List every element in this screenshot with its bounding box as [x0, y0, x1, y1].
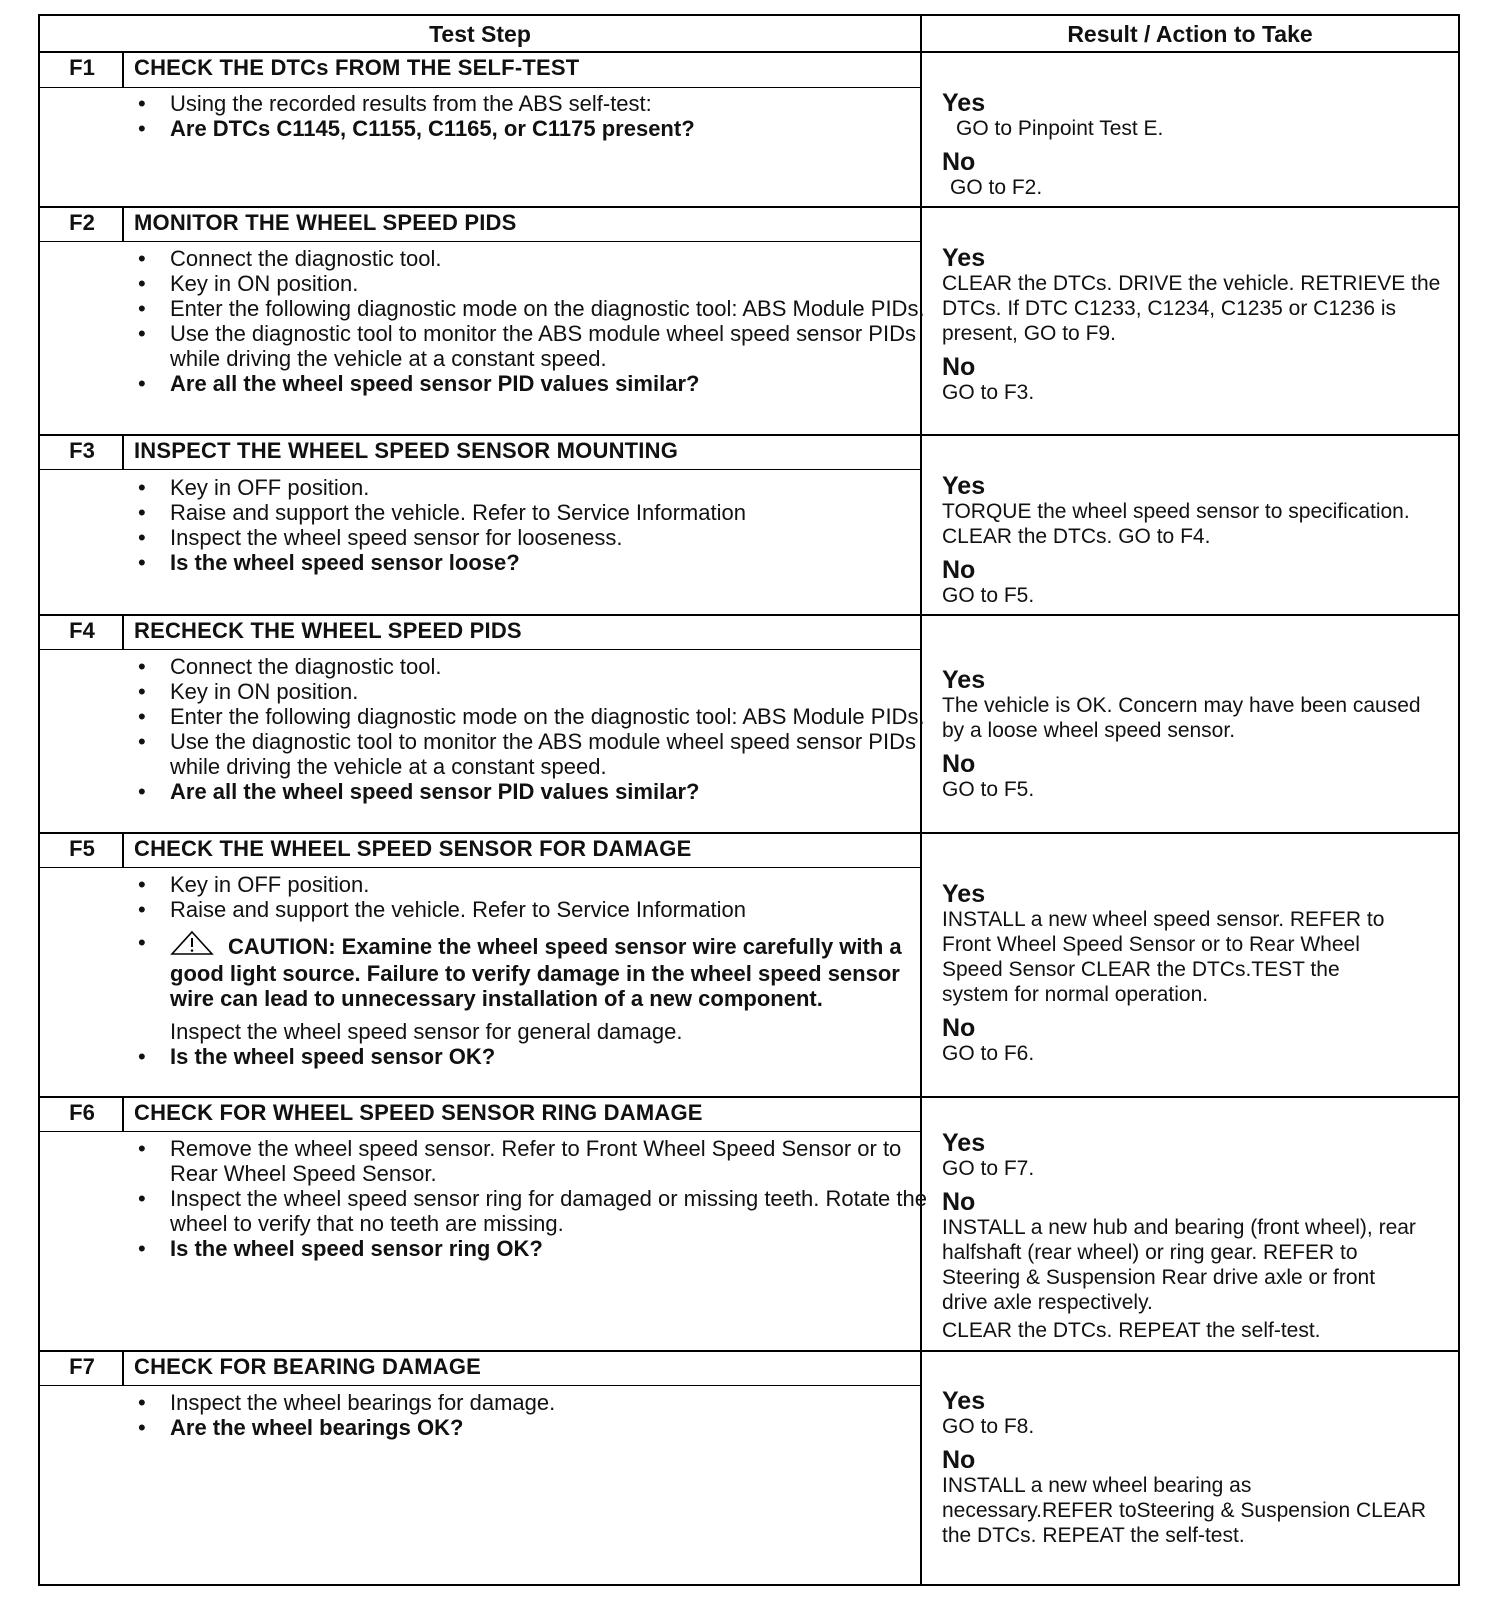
- instruction-question: • Is the wheel speed sensor OK?: [132, 1044, 932, 1069]
- title-divider: [40, 649, 920, 650]
- step-title: CHECK THE DTCs FROM THE SELF-TEST: [134, 55, 580, 80]
- instruction: • Use the diagnostic tool to monitor the ABS module wheel speed sensor PIDs while driving the vehicle at a constant speed.: [132, 321, 932, 371]
- no-label: No: [942, 1014, 976, 1042]
- caution-text: CAUTION: Examine the wheel speed sensor wire carefully with a good light source. Failure to verify damage in the wheel speed sensor wire can lead to unnecessary installation of a new component.: [170, 934, 902, 1011]
- yes-action: GO to F7.: [942, 1157, 1035, 1180]
- yes-label: Yes: [942, 1387, 986, 1415]
- instruction: • Key in ON position.: [132, 679, 932, 704]
- step-instructions: [132, 1390, 932, 1440]
- no-label: No: [942, 148, 976, 176]
- yes-action: GO to F8.: [942, 1415, 1035, 1438]
- row-divider: [40, 1096, 1458, 1098]
- no-action: GO to F3.: [942, 381, 1035, 404]
- yes-label: Yes: [942, 1129, 986, 1157]
- step-result: [942, 881, 1442, 1066]
- instruction: • Enter the following diagnostic mode on the diagnostic tool: ABS Module PIDs.: [132, 296, 932, 321]
- warning-icon: [170, 930, 214, 961]
- no-action-extra: CLEAR the DTCs. REPEAT the self-test.: [942, 1319, 1321, 1342]
- step-title: CHECK FOR BEARING DAMAGE: [134, 1354, 482, 1379]
- no-action: GO to F5.: [942, 584, 1035, 607]
- yes-action: CLEAR the DTCs. DRIVE the vehicle. RETRIEVE the DTCs. If DTC C1233, C1234, C1235 or C1236 is present, GO to F9.: [942, 272, 1441, 345]
- step-id: F4: [69, 618, 95, 643]
- step-id: F5: [69, 836, 95, 861]
- no-label: No: [942, 1188, 976, 1216]
- step-title: CHECK THE WHEEL SPEED SENSOR FOR DAMAGE: [134, 836, 692, 861]
- instruction: • Inspect the wheel speed sensor ring for damaged or missing teeth. Rotate the wheel to verify that no teeth are missing.: [132, 1186, 932, 1236]
- instruction: • Key in ON position.: [132, 271, 932, 296]
- step-instructions: [132, 1136, 932, 1261]
- step-title: INSPECT THE WHEEL SPEED SENSOR MOUNTING: [134, 438, 679, 463]
- instruction-question: • Are all the wheel speed sensor PID values similar?: [132, 371, 932, 396]
- step-instructions: [132, 246, 932, 396]
- step-title: RECHECK THE WHEEL SPEED PIDS: [134, 618, 522, 643]
- step-instructions: [132, 91, 932, 141]
- step-id: F3: [69, 438, 95, 463]
- no-action: INSTALL a new hub and bearing (front wheel), rear halfshaft (rear wheel) or ring gear. REFER to Steering & Suspension Rear drive axle or front drive axle respectively.: [942, 1216, 1416, 1314]
- no-action: GO to F2.: [950, 176, 1043, 199]
- title-divider: [40, 867, 920, 868]
- instruction: • Key in OFF position.: [132, 475, 932, 500]
- yes-action: The vehicle is OK. Concern may have been caused by a loose wheel speed sensor.: [942, 694, 1421, 742]
- instruction: • Connect the diagnostic tool.: [132, 246, 932, 271]
- step-result: [942, 667, 1442, 802]
- yes-label: Yes: [942, 472, 986, 500]
- step-instructions: [132, 475, 932, 575]
- yes-label: Yes: [942, 880, 986, 908]
- row-divider: [40, 1350, 1458, 1352]
- step-title: CHECK FOR WHEEL SPEED SENSOR RING DAMAGE: [134, 1100, 703, 1125]
- row-divider: [40, 832, 1458, 834]
- instruction-question: • Is the wheel speed sensor loose?: [132, 550, 932, 575]
- caution-note: [132, 930, 932, 1011]
- no-action: GO to F5.: [942, 778, 1035, 801]
- no-action: GO to F6.: [942, 1042, 1035, 1065]
- step-result: [942, 245, 1442, 405]
- no-label: No: [942, 750, 976, 778]
- row-divider: [40, 434, 1458, 436]
- instruction-question: • Is the wheel speed sensor ring OK?: [132, 1236, 932, 1261]
- step-id: F6: [69, 1100, 95, 1125]
- title-divider: [40, 469, 920, 470]
- step-result: [942, 473, 1442, 608]
- step-instructions: [132, 654, 932, 804]
- instruction: • Key in OFF position.: [132, 872, 932, 897]
- instruction: • Raise and support the vehicle. Refer to Service Information: [132, 500, 932, 525]
- header-result-action: Result / Action to Take: [1067, 21, 1313, 47]
- instruction: Inspect the wheel speed sensor for general damage.: [170, 1019, 683, 1044]
- no-label: No: [942, 556, 976, 584]
- step-result: [942, 90, 1442, 200]
- title-divider: [40, 241, 920, 242]
- step-result: [942, 1130, 1442, 1343]
- step-id: F2: [69, 210, 95, 235]
- instruction: • Raise and support the vehicle. Refer to Service Information: [132, 897, 932, 922]
- yes-action: INSTALL a new wheel speed sensor. REFER to Front Wheel Speed Sensor or to Rear Wheel Speed Sensor CLEAR the DTCs.TEST the system for normal operation.: [942, 908, 1385, 1006]
- yes-label: Yes: [942, 244, 986, 272]
- instruction: • Inspect the wheel bearings for damage.: [132, 1390, 932, 1415]
- instruction: • Enter the following diagnostic mode on the diagnostic tool: ABS Module PIDs.: [132, 704, 932, 729]
- step-id: F7: [69, 1354, 95, 1379]
- step-id: F1: [69, 55, 95, 80]
- title-divider: [40, 1385, 920, 1386]
- row-divider: [40, 206, 1458, 208]
- step-instructions: [132, 872, 932, 1069]
- instruction: • Use the diagnostic tool to monitor the ABS module wheel speed sensor PIDs while driving the vehicle at a constant speed.: [132, 729, 932, 779]
- step-title: MONITOR THE WHEEL SPEED PIDS: [134, 210, 517, 235]
- instruction: • Inspect the wheel speed sensor for looseness.: [132, 525, 932, 550]
- yes-label: Yes: [942, 666, 986, 694]
- instruction: • Using the recorded results from the ABS self-test:: [132, 91, 932, 116]
- yes-action: GO to Pinpoint Test E.: [956, 117, 1164, 140]
- instruction-question: • Are the wheel bearings OK?: [132, 1415, 932, 1440]
- instruction: • Connect the diagnostic tool.: [132, 654, 932, 679]
- instruction: • Remove the wheel speed sensor. Refer to Front Wheel Speed Sensor or to Rear Wheel Speed Sensor.: [132, 1136, 932, 1186]
- row-divider: [40, 614, 1458, 616]
- step-result: [942, 1388, 1442, 1548]
- title-divider: [40, 87, 920, 88]
- no-action: INSTALL a new wheel bearing as necessary.REFER toSteering & Suspension CLEAR the DTCs. REPEAT the self-test.: [942, 1474, 1427, 1547]
- no-label: No: [942, 353, 976, 381]
- header-test-step: Test Step: [429, 21, 531, 47]
- title-divider: [40, 1131, 920, 1132]
- yes-action: TORQUE the wheel speed sensor to specification. CLEAR the DTCs. GO to F4.: [942, 500, 1410, 548]
- instruction-question: • Are DTCs C1145, C1155, C1165, or C1175 present?: [132, 116, 932, 141]
- no-label: No: [942, 1446, 976, 1474]
- yes-label: Yes: [942, 89, 986, 117]
- procedure-table: [38, 14, 1460, 1586]
- instruction-question: • Are all the wheel speed sensor PID values similar?: [132, 779, 932, 804]
